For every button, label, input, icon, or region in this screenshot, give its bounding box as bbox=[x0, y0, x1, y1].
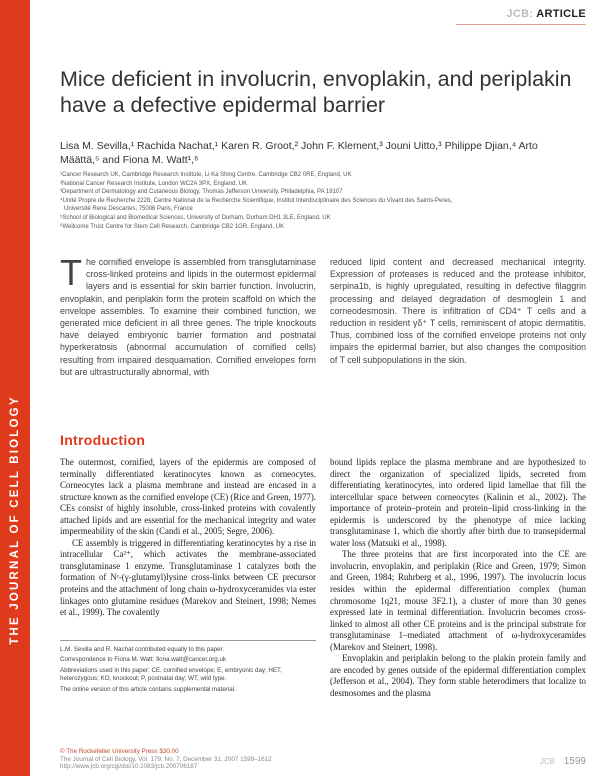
abstract-text-left: he cornified envelope is assembled from transglutaminase cross-linked proteins and lipids in the outermost epidermal layers and is essential for skin barrier function. Involucrin, envoplakin, and periplakin form the protein scaffold on which the envelope assembles. To examine their combined function, we generated mice deficient in all three genes. The triple knockouts have delayed embryonic barrier formation and postnatal hyperkeratosis (abnormal accumulation of cornified cells) resulting from impaired desquamation. Cornified envelopes form but are ultrastructurally abnormal, with bbox=[60, 257, 316, 377]
footnote-correspondence: Correspondence to Fiona M. Watt: fiona.watt@cancer.org.uk bbox=[60, 656, 226, 664]
paragraph: CE assembly is triggered in differentiating keratinocytes by a rise in intracellular Ca²⁺, which activates the membrane-associated transglutaminase 1 enzyme. Transglutaminase 1 catalyzes both the formation of Nᵋ-(γ-glutamyl)lysine cross-links between CE precursor proteins and the attachment of long chain ω-hydroxyceramides via ester linkages onto glutamine residues (Marekov and Steinert, 1998; Nemes et al., 1999). The covalently bbox=[60, 537, 316, 618]
header-rule bbox=[456, 24, 586, 25]
affiliation-line: ³Department of Dermatology and Cutaneous Biology, Thomas Jefferson University, Philadelphia, PA 19107 bbox=[60, 189, 343, 196]
citation-line: The Journal of Cell Biology, Vol. 179, No. 7, December 31, 2007 1599–1612 bbox=[60, 755, 272, 763]
abstract-left-column bbox=[60, 252, 316, 378]
footnote-supplemental: The online version of this article contains supplemental material. bbox=[60, 685, 236, 693]
affiliation-line: Université Rene Descartes, 75006 Paris, France bbox=[64, 206, 193, 213]
doi-link[interactable]: http://www.jcb.org/cgi/doi/10.1083/jcb.200706187 bbox=[60, 763, 198, 770]
footnote-contribution: L.M. Sevilla and R. Nachat contributed equally to this paper. bbox=[60, 646, 225, 653]
affiliation-line: ²National Cancer Research Institute, London WC2A 3PX, England, UK bbox=[60, 180, 248, 187]
body-left-column bbox=[60, 457, 316, 619]
author-list: Lisa M. Sevilla,¹ Rachida Nachat,¹ Karen R. Groot,² John F. Klement,³ Jouni Uitto,³ Philippe Djian,⁴ Arto Määttä,⁵ and Fiona M. Watt¹,⁶ bbox=[60, 140, 538, 166]
journal-sidebar-title: THE JOURNAL OF CELL BIOLOGY bbox=[9, 395, 21, 645]
page-number: 1599 bbox=[563, 756, 586, 767]
copyright-block bbox=[60, 748, 360, 771]
footer-brand: JCB bbox=[539, 757, 555, 766]
abstract-dropcap: T bbox=[60, 252, 82, 293]
footnote-rule bbox=[60, 640, 316, 641]
article-section: ARTICLE bbox=[536, 8, 586, 20]
journal-header-tag bbox=[506, 8, 586, 20]
article-title: Mice deficient in involucrin, envoplakin, and periplakin have a defective epidermal barrier bbox=[60, 67, 572, 117]
paragraph: The outermost, cornified, layers of the epidermis are composed of terminally differentiated keratinocytes known as corneocytes. Corneocytes lack a plasma membrane and instead are encased in a structure known as the cornified envelope (CE) (Rice and Green, 1977). CEs consist of highly insoluble, cross-linked proteins with covalently attached lipids and are essential for the mechanical integrity and water impermeability of the skin (Candi et al., 2005; Segre, 2006). bbox=[60, 457, 316, 537]
copyright-line: © The Rockefeller University Press $30.00 bbox=[60, 748, 179, 755]
page-footer bbox=[540, 756, 586, 767]
affiliation-line: ¹Cancer Research UK, Cambridge Research Institute, Li Ka Shing Centre, Cambridge CB2 0RE, England, UK bbox=[60, 172, 352, 178]
paragraph: The three proteins that are first incorporated into the CE are involucrin, envoplakin, and periplakin (Rice and Green, 1979; Simon and Green, 1984; Ruhrberg et al., 1996, 1997). The involucrin locus resides within the epidermal differentiation complex (human chromosome 1q21, mouse 3F2.1), a cluster of more than 30 genes expressed late in terminal differentiation. Involucrin becomes cross-linked to almost all other CE proteins and is the principal substrate for transglutaminase 1–mediated attachment of ω-hydroxyceramides (Marekov and Steinert, 1998). bbox=[330, 549, 586, 652]
affiliations bbox=[60, 171, 580, 231]
paragraph: Envoplakin and periplakin belong to the plakin protein family and are encoded by genes outside of the epidermal differentiation complex (Jefferson et al., 2004). They form stable heterodimers that localize to desmosomes and the plasma bbox=[330, 653, 586, 698]
journal-brand: JCB: bbox=[506, 8, 534, 20]
abstract-right-column: reduced lipid content and decreased mechanical integrity. Expression of proteases is reduced and the protease inhibitor, serpina1b, is highly upregulated, resulting in defective filaggrin processing and delayed degradation of desmoglein 1 and corneodesmosin. There is infiltration of CD4⁺ T cells and a reduction in resident γδ⁺ T cells, reminiscent of atopic dermatitis. Thus, combined loss of the cornified envelope proteins not only impairs the epidermal barrier, but also changes the composition of T cell subpopulations in the skin. bbox=[330, 257, 586, 365]
affiliation-line: ⁶Wellcome Trust Centre for Stem Cell Research, Cambridge CB2 1GR, England, UK bbox=[60, 223, 285, 230]
body-right-column bbox=[330, 457, 586, 699]
affiliation-line: ⁴Unité Propre de Recherche 2228, Centre National de la Recherche Scientifique, Institut Interdisciplinaire des Sciences du Vivant des Saints-Peres, bbox=[60, 197, 453, 204]
paragraph: bound lipids replace the plasma membrane and are hypothesized to direct the organization of specialized lipids, secreted from differentiating keratinocytes, into ordered lipid lamellae that fill the intercellular space between corneocytes (Kalinin et al., 2002). The importance of protein–protein and protein–lipid cross-linking in the epidermis is underscored by the phenotype of mice lacking transglutaminase 1, which die shortly after birth due to transepidermal water loss (Matsuki et al., 1998). bbox=[330, 457, 586, 548]
footnotes bbox=[60, 646, 316, 696]
introduction-heading: Introduction bbox=[60, 432, 146, 448]
affiliation-line: ⁵School of Biological and Biomedical Sciences, University of Durham, Durham DH1 3LE, England, UK bbox=[60, 214, 331, 221]
footnote-abbreviations: Abbreviations used in this paper: CE, cornified envelope; E, embryonic day; HET, heterozygous; KO, knockout; P, postnatal day; WT, wild type. bbox=[60, 666, 282, 683]
